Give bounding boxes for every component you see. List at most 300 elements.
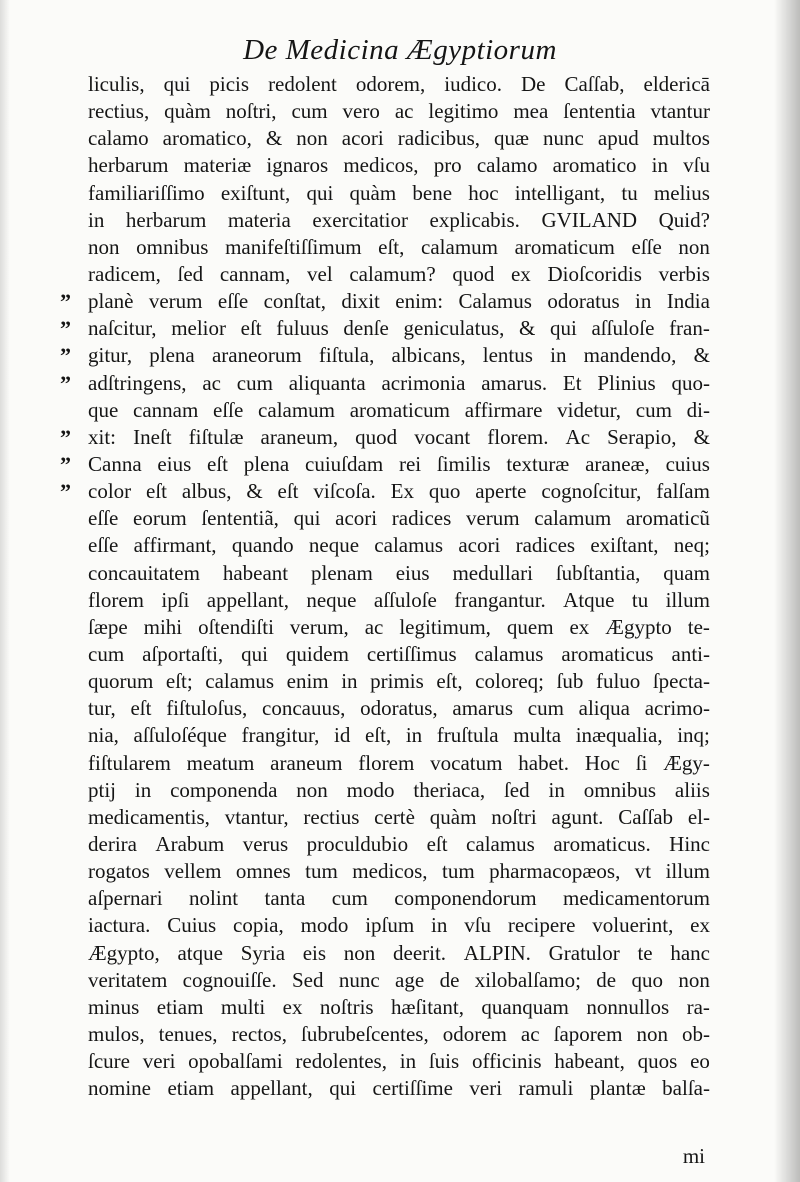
word: eſſe (213, 397, 244, 422)
word: cum (331, 886, 368, 911)
text-line (88, 804, 710, 831)
word: GVILAND (541, 207, 638, 232)
word: Ægypto (605, 614, 672, 639)
word: quanquam (481, 994, 569, 1019)
word: De (520, 72, 546, 96)
word: non (343, 940, 376, 965)
word: modo (300, 913, 349, 938)
word: familiariſſimo (88, 180, 205, 205)
text-line (88, 1075, 710, 1102)
word: ſubſtantia, (555, 560, 641, 585)
word: hæſitant, (391, 994, 464, 1019)
text-line (88, 505, 710, 532)
word: & (246, 479, 263, 504)
word: aromaticum (514, 234, 615, 259)
word: veritatem (88, 967, 168, 992)
word: araneum (270, 750, 343, 775)
word: fuluus (276, 316, 329, 341)
word: radices (515, 533, 576, 558)
word: ex (569, 614, 590, 639)
word: legitimum, (399, 614, 491, 639)
text-line (60, 370, 710, 397)
word: exercitatior (312, 207, 408, 232)
word: gitur, (88, 343, 133, 368)
word: videtur, (557, 397, 622, 422)
word: rectius (303, 804, 360, 829)
word: anti- (671, 641, 710, 666)
word: eſt (426, 831, 448, 856)
word: ſuis (428, 1049, 460, 1074)
word: tu (631, 587, 649, 612)
text-line (60, 424, 710, 451)
word: color (88, 479, 132, 504)
word: vtantur (650, 99, 710, 124)
word: xit: (88, 424, 117, 449)
word: nia, (88, 723, 119, 748)
word: aromaticum (349, 397, 451, 422)
text-line (88, 967, 710, 994)
word: mihi (143, 614, 183, 639)
text-line (60, 315, 710, 342)
word: Caſſab, (564, 72, 625, 96)
word: ptij (88, 777, 117, 802)
word: plena (149, 343, 195, 368)
word: eſt, (436, 669, 463, 694)
word: iudico. (444, 72, 502, 96)
word: Ex (390, 479, 414, 504)
word: eſſe (217, 289, 249, 314)
text-line (88, 940, 710, 967)
word: fiſtularem (88, 750, 171, 775)
word: redolent (268, 72, 337, 96)
word: rectius, (88, 99, 150, 124)
word: illum (665, 587, 710, 612)
word: quo- (671, 370, 710, 395)
text-line (88, 207, 710, 234)
word: omnibus (136, 234, 209, 259)
word: qui (329, 1076, 357, 1101)
word: falſam (656, 479, 710, 504)
word: verum (148, 289, 203, 314)
word: cognoſcitur, (541, 479, 642, 504)
word: vſu (464, 913, 492, 938)
word: adſtringens, (88, 370, 187, 395)
word: & (519, 316, 536, 341)
word: ALPIN. (463, 940, 531, 965)
word: aromatico (552, 153, 637, 178)
word: omnes (235, 859, 291, 884)
page-edge-shadow (774, 0, 800, 1182)
word: multi (220, 994, 266, 1019)
word: te (637, 940, 653, 965)
word: iactura. (88, 913, 151, 938)
word: plantæ (589, 1076, 646, 1101)
word: dixit (341, 289, 380, 314)
word: aliis (674, 777, 710, 802)
word: noſtri (491, 804, 537, 829)
text-line (88, 71, 710, 98)
word: aromaticũ (625, 506, 710, 531)
text-line (88, 994, 710, 1021)
word: noſtris (319, 994, 374, 1019)
text-line (88, 587, 710, 614)
word: cuiuſdam (305, 451, 384, 476)
word: xilobalſamo; (474, 967, 581, 992)
word: medicos, (352, 859, 428, 884)
word: quo (631, 967, 663, 992)
word: odoratus, (360, 696, 438, 721)
word: calamum? (349, 261, 436, 286)
text-line (88, 532, 710, 559)
word: radicibus, (397, 126, 480, 151)
word: intelligant, (514, 180, 606, 205)
page-gutter-shadow (0, 0, 10, 1182)
word: Hinc (669, 831, 710, 856)
word: in (88, 207, 105, 232)
word: calamo (476, 153, 538, 178)
text-line (88, 722, 710, 749)
quotation-mark: ” (60, 289, 71, 315)
word: tenues, (158, 1021, 218, 1046)
word: tu (621, 180, 638, 205)
word: ac (520, 1021, 540, 1046)
word: multos (652, 126, 710, 151)
word: radices (391, 506, 452, 531)
word: quàm (164, 99, 211, 124)
word: in (134, 777, 152, 802)
text-line (88, 125, 710, 152)
word: etiam (167, 1076, 215, 1101)
word: ipſi (161, 587, 190, 612)
word: amarus. (481, 370, 548, 395)
word: & (693, 424, 710, 449)
word: conſtat, (263, 289, 326, 314)
word: modo (346, 777, 395, 802)
word: hoc (468, 180, 499, 205)
word: meatum (186, 750, 255, 775)
word: frangantur. (454, 587, 546, 612)
word: plena (243, 451, 290, 476)
word: Arabum (155, 831, 225, 856)
word: odoratus (547, 289, 620, 314)
word: eſt (130, 696, 152, 721)
word: aliqua (578, 696, 630, 721)
quotation-mark: ” (60, 479, 71, 505)
word: eſſe (88, 533, 119, 558)
word: cannam (133, 397, 199, 422)
word: veri (469, 1076, 503, 1101)
word: concauus, (262, 696, 346, 721)
word: appellant, (206, 587, 289, 612)
word: verbis (658, 261, 710, 286)
word: ex (690, 913, 710, 938)
word: ob- (681, 1021, 710, 1046)
word: odorem (442, 1021, 507, 1046)
word: liculis, (88, 72, 145, 96)
word: neque (306, 587, 357, 612)
word: acrimonia (381, 370, 466, 395)
word: herbarum (88, 153, 169, 178)
word: & (693, 343, 710, 368)
word: materiæ (183, 153, 252, 178)
word: viſcoſa. (313, 479, 376, 504)
word: in (548, 777, 565, 802)
word: non (678, 967, 710, 992)
word: nomine (88, 1076, 151, 1101)
word: explicabis. (429, 207, 520, 232)
word: qui (306, 180, 334, 205)
word: exiſtant, (590, 533, 659, 558)
word: vellem (164, 859, 222, 884)
word: eſt (240, 316, 262, 341)
word: neq; (673, 533, 710, 558)
word: ſimilis (436, 451, 491, 476)
word: certiſſimus (366, 641, 457, 666)
word: eſt (207, 451, 229, 476)
word: non (296, 777, 328, 802)
word: aſſuloſe (591, 316, 655, 341)
text-line (88, 1021, 710, 1048)
word: ſaporem (553, 1021, 623, 1046)
word: eorum (133, 506, 187, 531)
word: geniculatus, (403, 316, 505, 341)
word: fruſtula (436, 723, 499, 748)
word: denſe (343, 316, 389, 341)
word: ramuli (518, 1076, 574, 1101)
word: vel (307, 261, 333, 286)
word: theriaca, (413, 777, 486, 802)
word: rei (398, 451, 422, 476)
word: mulos, (88, 1021, 145, 1046)
word: balſa- (662, 1076, 710, 1101)
text-line (88, 641, 710, 668)
quotation-mark: ” (60, 424, 71, 450)
word: ſed (177, 261, 204, 286)
word: vocant (414, 424, 471, 449)
text-line (88, 777, 710, 804)
word: in (431, 913, 448, 938)
word: eis (302, 940, 327, 965)
word: texturæ (506, 451, 570, 476)
word: ſub (556, 669, 584, 694)
word: officinis (471, 1049, 542, 1074)
word: cum (635, 397, 672, 422)
word: qui (163, 72, 191, 96)
word: Quid? (658, 207, 710, 232)
word: componenda (170, 777, 278, 802)
word: ex (510, 261, 531, 286)
word: tur, (88, 696, 116, 721)
word: Ineſt (133, 424, 172, 449)
word: neque (308, 533, 360, 558)
word: Gratulor (548, 940, 620, 965)
word: quos (637, 1049, 678, 1074)
text-line (60, 288, 710, 315)
word: Ægy- (663, 750, 710, 775)
word: medicamentis, (88, 804, 210, 829)
word: opobalſami (188, 1049, 283, 1074)
word: in (341, 669, 358, 694)
word: vtantur, (224, 804, 289, 829)
text-line (88, 180, 710, 207)
word: ac (202, 370, 221, 395)
word: Calamus (458, 289, 532, 314)
word: eo (690, 1049, 710, 1074)
word: aſſuloſéque (133, 723, 227, 748)
word: habeant (222, 560, 289, 585)
word: recipere (507, 913, 576, 938)
word: calamus (466, 831, 535, 856)
text-line (88, 261, 710, 288)
word: Ægypto, (88, 940, 160, 965)
word: planè (88, 289, 134, 314)
word: manifeſtiſſimum (225, 234, 362, 259)
word: te- (687, 614, 710, 639)
word: materia (227, 207, 291, 232)
word: Canna (88, 451, 142, 476)
word: quem (506, 614, 554, 639)
word: quo (428, 479, 461, 504)
word: pro (433, 153, 462, 178)
word: coloreq; (475, 669, 544, 694)
word: calamus (205, 669, 275, 694)
word: copia, (233, 913, 284, 938)
word: eſt; (165, 669, 193, 694)
word: & (265, 126, 283, 151)
word: nonnullos (586, 994, 670, 1019)
word: mandendo, (583, 343, 677, 368)
word: Hoc (584, 750, 620, 775)
word: primis (370, 669, 424, 694)
text-line (88, 560, 710, 587)
word: de (596, 967, 617, 992)
quotation-mark: ” (60, 370, 71, 396)
word: non (678, 234, 710, 259)
word: eius (157, 451, 192, 476)
word: quod (452, 261, 495, 286)
word: nunc (543, 126, 584, 151)
word: redolentes, (295, 1049, 387, 1074)
text-line (88, 234, 710, 261)
word: Atque (563, 587, 615, 612)
word: Cuius (167, 913, 217, 938)
word: medullari (452, 560, 533, 585)
word: cum (291, 99, 328, 124)
word: appellant, (230, 1076, 313, 1101)
word: age (395, 967, 425, 992)
word: eſt (146, 479, 168, 504)
catchword: mi (682, 1144, 705, 1168)
word: cuius (665, 451, 710, 476)
word: plenam (311, 560, 373, 585)
word: ſcure (88, 1049, 130, 1074)
word: albus, (181, 479, 232, 504)
word: hanc (670, 940, 710, 965)
word: fiſtuloſus, (166, 696, 248, 721)
word: veri (142, 1049, 176, 1074)
word: fuluo (595, 669, 641, 694)
word: calamum (534, 506, 612, 531)
word: Dioſcoridis (547, 261, 642, 286)
text-line (60, 342, 710, 369)
word: ſententiã, (201, 506, 279, 531)
word: aſpernari (88, 886, 163, 911)
word: cannam, (219, 261, 291, 286)
word: Serapio, (607, 424, 677, 449)
word: cognouiſſe. (182, 967, 277, 992)
word: fiſtulæ (188, 424, 244, 449)
word: India (666, 289, 710, 314)
word: florem (358, 750, 415, 775)
quotation-mark: ” (60, 451, 71, 477)
word: verum (465, 506, 520, 531)
word: aſſuloſe (373, 587, 437, 612)
word: que (88, 397, 119, 422)
word: omnibus (583, 777, 657, 802)
word: araneorum (211, 343, 302, 368)
word: aperte (475, 479, 527, 504)
text-line (88, 98, 710, 125)
word: picis (209, 72, 250, 96)
word: agunt. (551, 804, 604, 829)
word: cum (88, 641, 125, 666)
word: habeant, (554, 1049, 625, 1074)
word: qui (293, 506, 321, 531)
word: acori (458, 533, 501, 558)
word: exiſtunt, (220, 180, 291, 205)
word: inq; (677, 723, 710, 748)
word: el- (687, 804, 710, 829)
word: affirmant, (133, 533, 217, 558)
word: oſtendiſti (198, 614, 274, 639)
word: calamum (421, 234, 498, 259)
word: aliquanta (288, 370, 366, 395)
word: illum (665, 859, 710, 884)
word: noſtri, (225, 99, 277, 124)
word: eſt, (364, 723, 392, 748)
word: di- (686, 397, 710, 422)
word: tum (305, 859, 338, 884)
word: mea (513, 99, 549, 124)
word: ipſum (365, 913, 415, 938)
word: minus (88, 994, 140, 1019)
word: quàm (429, 804, 477, 829)
word: acori (341, 126, 384, 151)
word: certè (374, 804, 415, 829)
word: verus (242, 831, 289, 856)
text-line (88, 152, 710, 179)
word: ra- (686, 994, 710, 1019)
word: quod (355, 424, 398, 449)
word: derira (88, 831, 137, 856)
word: proculdubio (306, 831, 409, 856)
word: calamum (258, 397, 336, 422)
word: ſpecta- (652, 669, 710, 694)
word: araneæ, (585, 451, 650, 476)
word: in (651, 153, 669, 178)
word: tum (441, 859, 475, 884)
word: Sed (291, 967, 324, 992)
word: certiſſime (372, 1076, 453, 1101)
word: id (333, 723, 351, 748)
word: melior (171, 316, 227, 341)
word: non (636, 1021, 668, 1046)
word: ſubrubeſcentes, (301, 1021, 429, 1046)
word: quam (663, 560, 710, 585)
word: aromaticus. (553, 831, 651, 856)
word: affirmare (464, 397, 543, 422)
quotation-mark: ” (60, 316, 71, 342)
